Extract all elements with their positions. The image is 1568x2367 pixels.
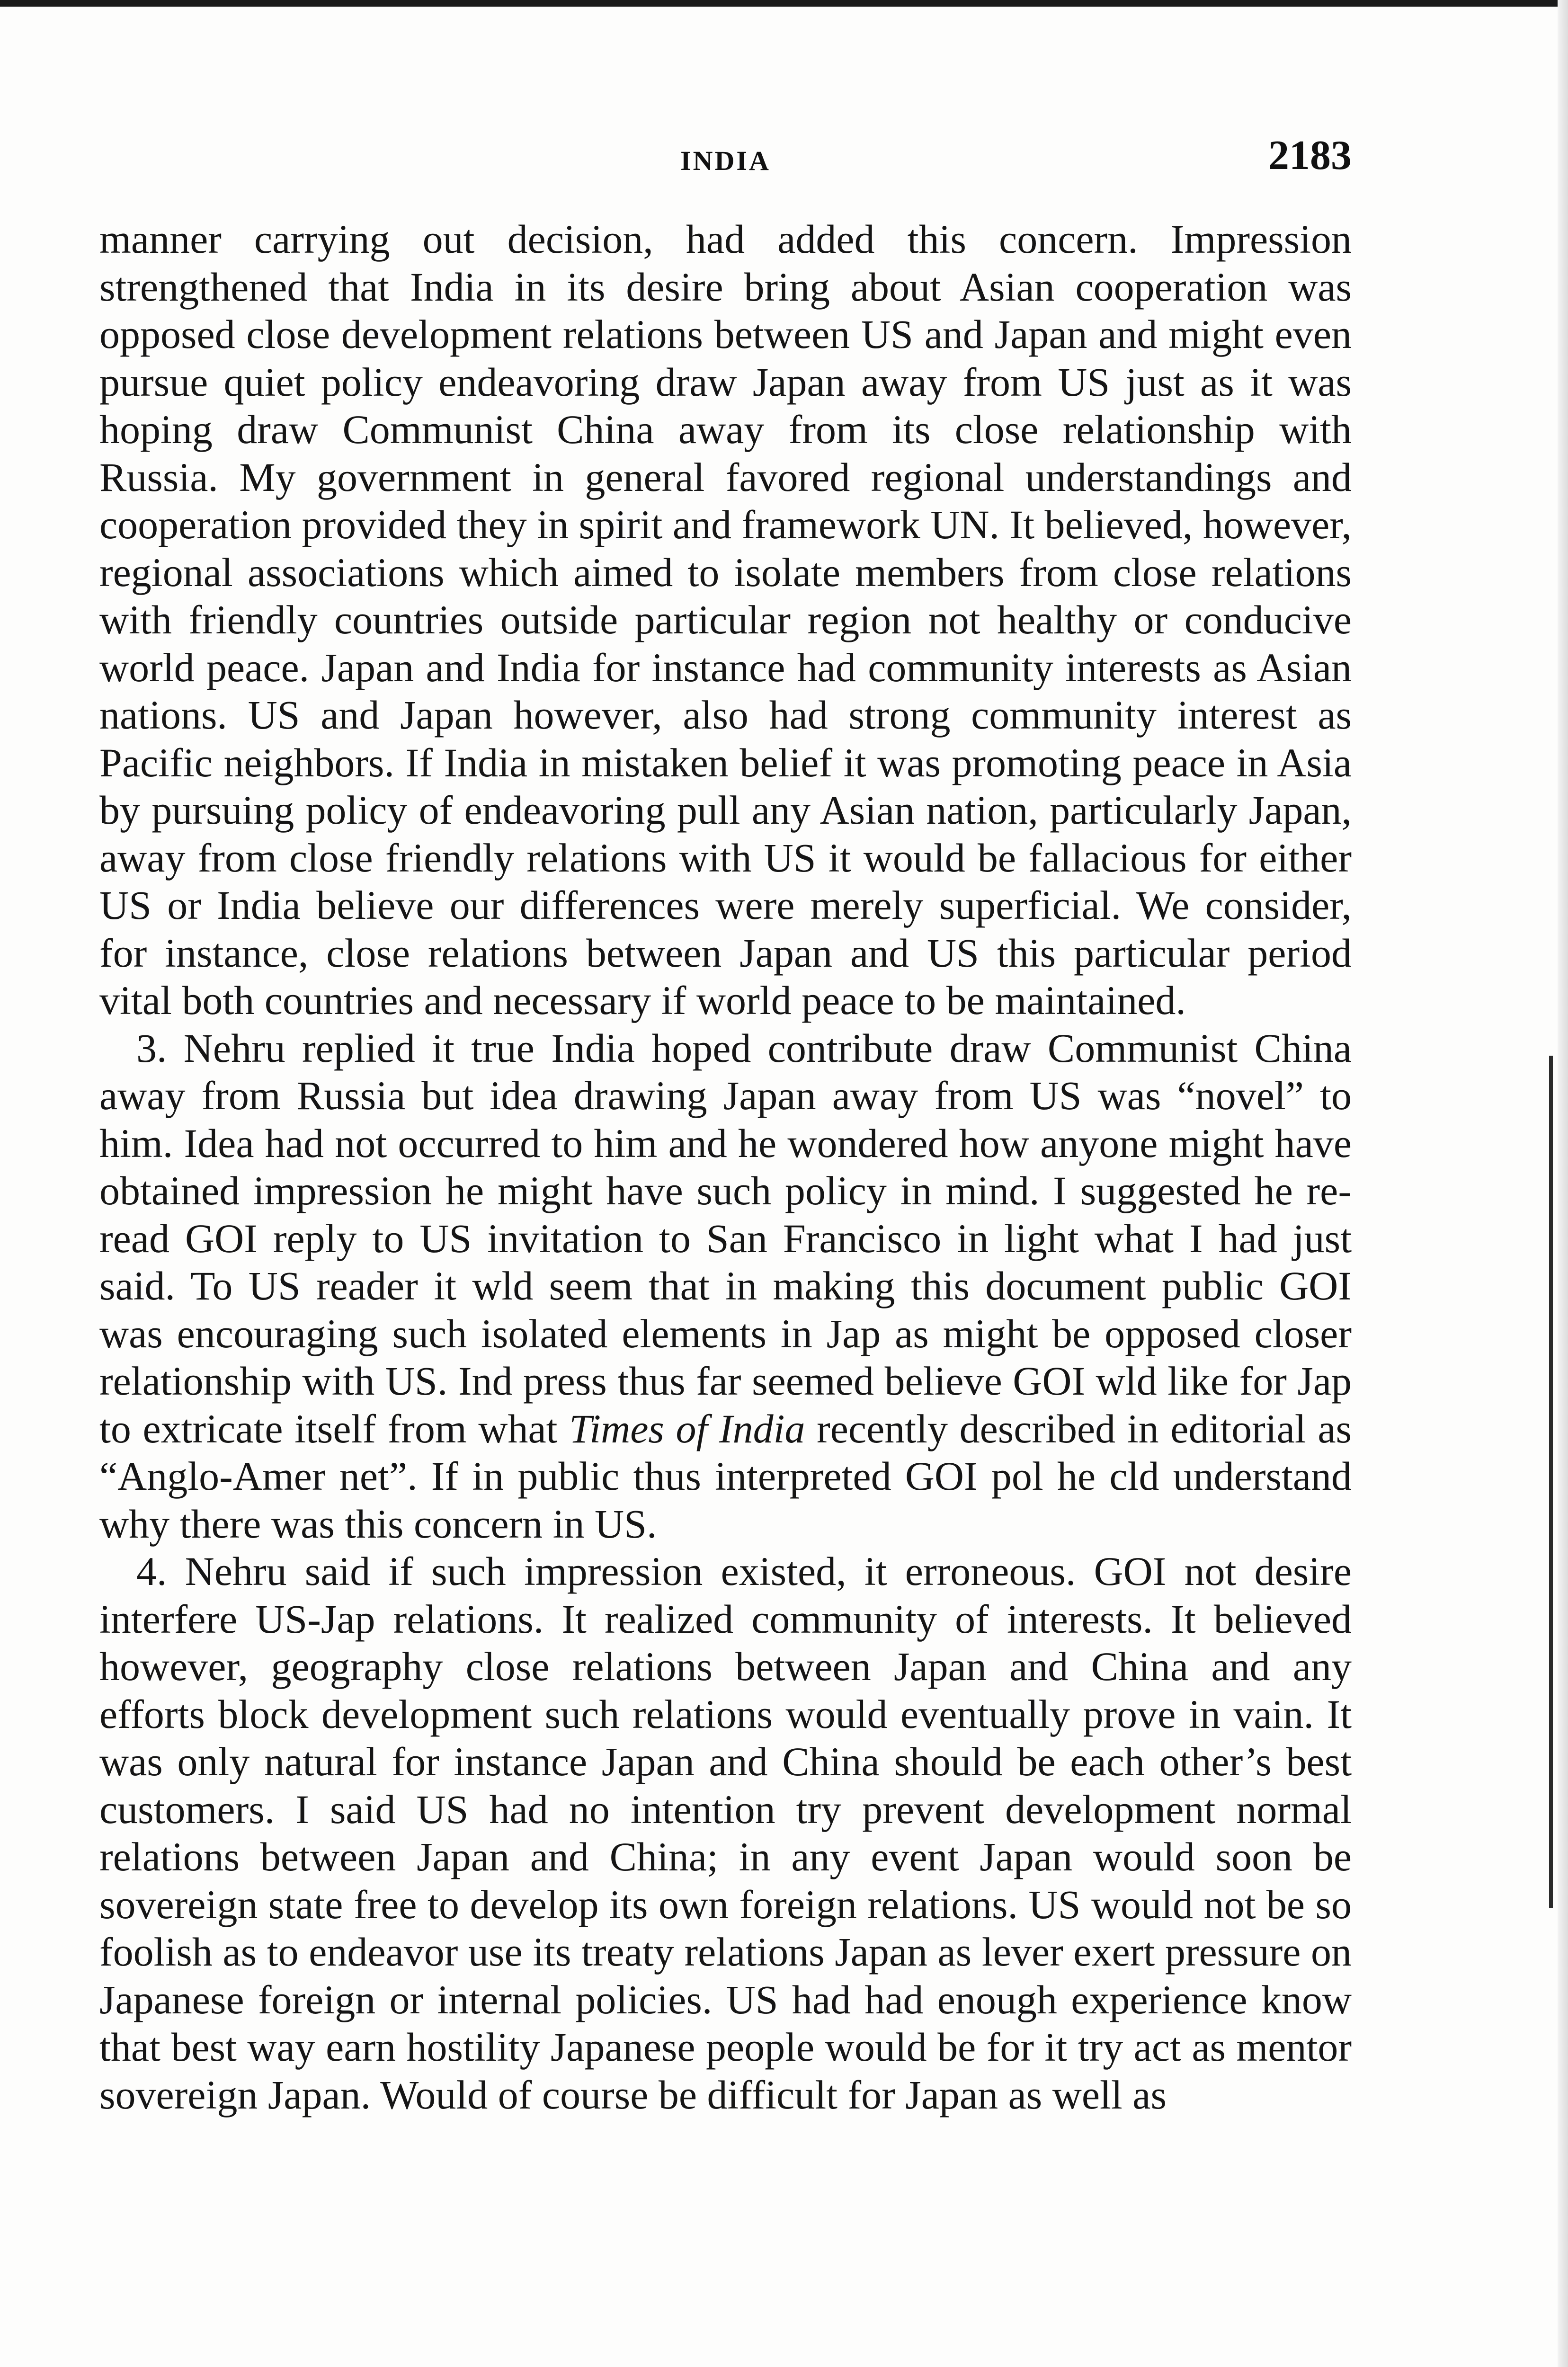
body-text	[99, 215, 1352, 2118]
paragraph-continued: manner carrying out decision, had added this concern. Impression strengthened that India in its desire bring about Asian cooperation was opposed close development relations between US and Japan and might even pursue quiet policy endeavoring draw Japan away from US just as it was hoping draw Communist China away from its close relationship with Russia. My government in general favored regional understandings and cooperation provided they in spirit and framework UN. It believed, however, regional associations which aimed to isolate members from close relations with friendly countries outside particular region not healthy or conducive world peace. Japan and India for instance had community interests as Asian nations. US and Japan however, also had strong community interest as Pacific neighbors. If India in mistaken belief it was promoting peace in Asia by pursuing policy of endeavoring pull any Asian nation, particularly Japan, away from close friendly relations with US it would be fallacious for either US or India believe our differences were merely superficial. We consider, for instance, close relations between Japan and US this particular period vital both countries and necessary if world peace to be maintained.	[99, 216, 1352, 1023]
paragraph-3	[99, 1024, 1352, 1548]
newspaper-title: Times of India	[569, 1406, 805, 1451]
top-scan-border	[0, 0, 1568, 7]
page-number: 2183	[1268, 133, 1352, 178]
paragraph-3-text-end: recently described in editorial as “Anglo-Amer net”. If in public thus interpreted GOI pol he cld understand why there was this concern in US.	[99, 1406, 1352, 1547]
right-binding-line	[1549, 1056, 1553, 1908]
right-scan-edge	[1558, 0, 1568, 2367]
page-header	[99, 128, 1352, 189]
paragraph-3-text-start: 3. Nehru replied it true India hoped contribute draw Communist China away from Russia but idea drawing Japan away from US was “novel” to him. Idea had not occurred to him and he wondered how anyone might have obtained impression he might have such policy in mind. I suggested he re-read GOI reply to US invitation to San Francisco in light what I had just said. To US reader it wld seem that in making this document public GOI was encouraging such isolated elements in Jap as might be opposed closer relationship with US. Ind press thus far seemed believe GOI wld like for Jap to extricate itself from what	[99, 1025, 1352, 1451]
paragraph-4: 4. Nehru said if such impression existed, it erroneous. GOI not desire interfere US-Jap relations. It realized community of interests. It believed however, geography close relations between Japan and China and any efforts block development such relations would eventually prove in vain. It was only natural for instance Japan and China should be each other’s best customers. I said US had no intention try prevent development normal relations between Japan and China; in any event Japan would soon be sovereign state free to develop its own foreign relations. US would not be so foolish as to endeavor use its treaty relations Japan as lever exert pressure on Japanese foreign or internal policies. US had had enough experience know that best way earn hostility Japanese people would be for it try act as mentor sovereign Japan. Would of course be difficult for Japan as well as	[99, 1548, 1352, 2118]
running-head: INDIA	[680, 145, 771, 176]
